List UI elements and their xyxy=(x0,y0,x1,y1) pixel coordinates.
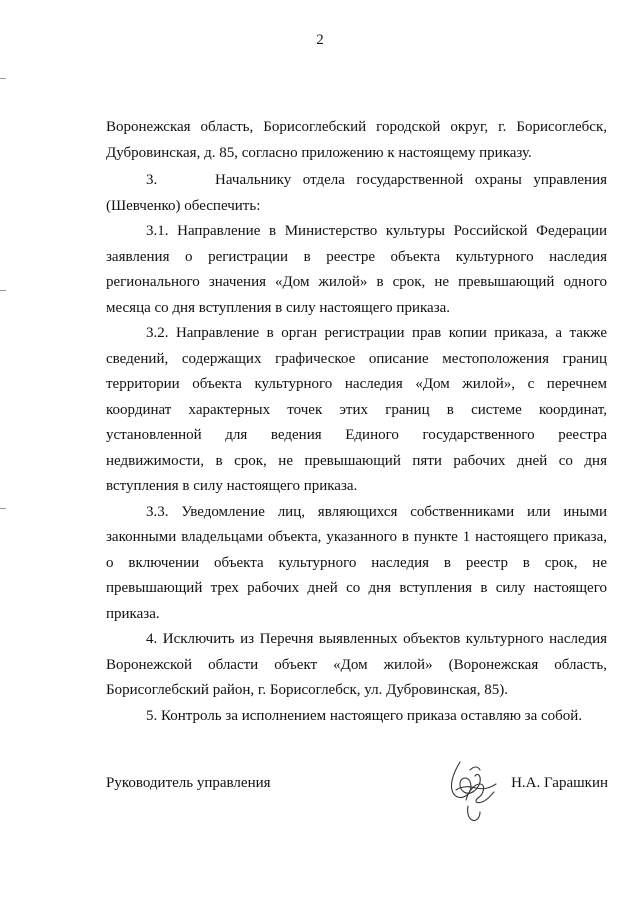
signer-name: Н.А. Гарашкин xyxy=(511,775,608,791)
left-edge-mark xyxy=(0,290,6,291)
left-edge-mark xyxy=(0,78,6,79)
signature-block xyxy=(106,771,608,831)
paragraph-item-4: 4. Исключить из Перечня выявленных объектов культурного наследия Воронежской области объект «Дом жилой» (Воронежская область, Борисоглебский район, г. Борисоглебск, ул. Дубровинская, 85). xyxy=(106,631,607,698)
paragraph-address: Воронежская область, Борисоглебский городской округ, г. Борисоглебск, Дубровинская, д. 85, согласно приложению к настоящему приказу. xyxy=(106,119,607,161)
paragraph-item-3-2: 3.2. Направление в орган регистрации прав копии приказа, а также сведений, содержащих графическое описание местоположения границ территории объекта культурного наследия «Дом жилой», с перечнем координат характерных точек этих границ в системе координат, установленной для ведения Единого государственного реестра недвижимости, в срок, не превышающий пяти рабочих дней со дня вступления в силу настоящего приказа. xyxy=(106,325,607,494)
handwritten-signature xyxy=(440,756,512,828)
left-edge-mark xyxy=(0,508,6,509)
paragraph-item-5: 5. Контроль за исполнением настоящего приказа оставляю за собой. xyxy=(146,707,583,724)
signer-title: Руководитель управления xyxy=(106,775,271,791)
document-body xyxy=(106,115,607,729)
page-number: 2 xyxy=(316,32,324,48)
paragraph-item-3-3: 3.3. Уведомление лиц, являющихся собственниками или иными законными владельцами объекта, указанного в пункте 1 настоящего приказа, о включении объекта культурного наследия в реестр в срок, не превышающий трех рабочих дней со дня вступления в силу настоящего приказа. xyxy=(106,503,607,622)
paragraph-item-3: 3. Начальнику отдела государственной охраны управления (Шевченко) обеспечить: xyxy=(106,172,607,214)
paragraph-item-3-1: 3.1. Направление в Министерство культуры Российской Федерации заявления о регистрации в реестре объекта культурного наследия регионального значения «Дом жилой» в срок, не превышающий одного месяца со дня вступления в силу настоящего приказа. xyxy=(106,223,607,316)
